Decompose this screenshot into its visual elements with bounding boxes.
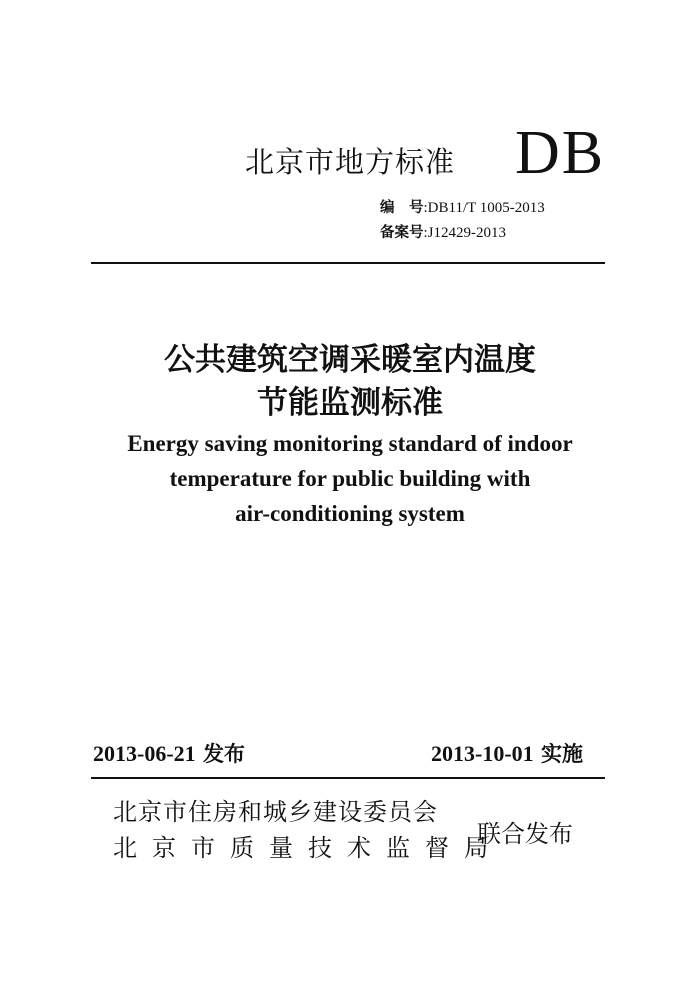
issue-label: 发布	[202, 742, 245, 766]
issuer-line-1: 北京市住房和城乡建设委员会	[113, 798, 438, 826]
record-number-value: :J12429-2013	[423, 225, 506, 241]
top-divider	[91, 262, 605, 264]
standard-number-value: :DB11/T 1005-2013	[423, 200, 545, 216]
standard-number-row	[380, 196, 545, 217]
db-logo-mark: DB	[515, 119, 606, 187]
record-number-row	[380, 221, 506, 242]
standard-number-label: 编 号	[380, 200, 424, 216]
chinese-title-line-2: 节能监测标准	[257, 385, 443, 421]
issuer-line-2: 北京市质量技术监督局	[113, 834, 503, 862]
effective-label: 实施	[540, 742, 583, 766]
joint-issue-label: 联合发布	[477, 820, 573, 848]
english-title-line-3: air-conditioning system	[235, 501, 465, 526]
issue-date-row	[93, 738, 245, 768]
standard-type-title: 北京市地方标准	[245, 145, 456, 179]
english-title-line-2: temperature for public building with	[169, 466, 531, 491]
bottom-divider	[91, 777, 605, 779]
record-number-label: 备案号	[380, 225, 424, 241]
effective-date-row	[431, 738, 583, 768]
chinese-title-line-1: 公共建筑空调采暖室内温度	[164, 342, 536, 378]
english-title-line-1: Energy saving monitoring standard of indoor	[127, 431, 573, 456]
effective-date: 2013-10-01	[431, 741, 534, 766]
issue-date: 2013-06-21	[93, 741, 196, 766]
